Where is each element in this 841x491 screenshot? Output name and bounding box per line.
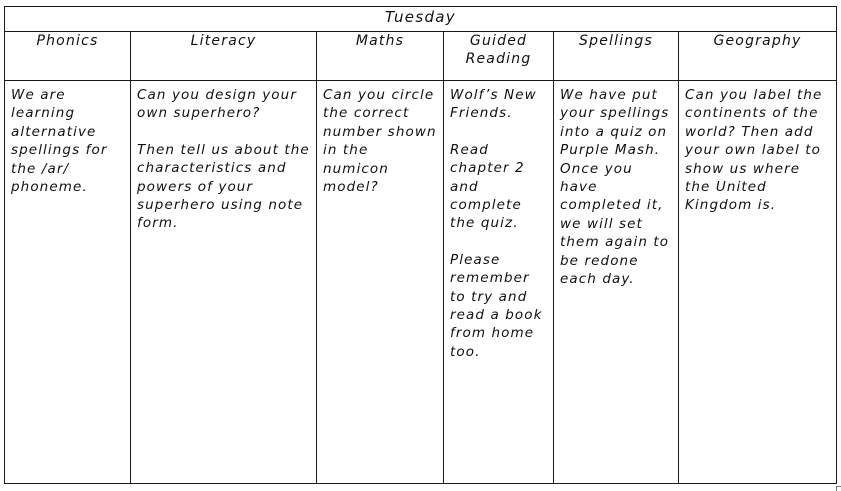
header-line: Reading bbox=[465, 51, 532, 67]
phonics-text: We are learning alternative spellings for the /ar/ phoneme. bbox=[11, 87, 108, 196]
phonics-cell bbox=[5, 81, 131, 484]
header-line: Geography bbox=[713, 33, 802, 49]
header-line: Spellings bbox=[579, 33, 653, 49]
header-phonics bbox=[5, 32, 131, 81]
guided-reading-text-1: Wolf’s New Friends. bbox=[450, 87, 537, 122]
header-line: Guided bbox=[469, 33, 528, 49]
guided-reading-text-2: Read chapter 2 and complete the quiz. bbox=[450, 141, 525, 232]
header-line: Maths bbox=[355, 33, 405, 49]
timetable bbox=[4, 6, 837, 484]
header-literacy bbox=[131, 32, 317, 81]
day-title: Tuesday bbox=[5, 7, 837, 32]
spellings-text: We have put your spellings into a quiz on Purple Mash. Once you have completed it, we will set them again to be redone each day. bbox=[560, 87, 670, 288]
title-row bbox=[5, 7, 837, 32]
guided-reading-text-3: Please remember to try and read a book from home too. bbox=[450, 251, 543, 360]
header-line: Literacy bbox=[190, 33, 257, 49]
literacy-text-1: Can you design your own superhero? bbox=[137, 87, 297, 122]
guided-reading-cell bbox=[444, 81, 554, 484]
header-line: Phonics bbox=[36, 33, 99, 49]
geography-cell bbox=[679, 81, 837, 484]
header-maths bbox=[317, 32, 444, 81]
spellings-cell bbox=[554, 81, 679, 484]
header-spellings bbox=[554, 32, 679, 81]
header-guided-reading bbox=[444, 32, 554, 81]
header-geography bbox=[679, 32, 837, 81]
geography-text: Can you label the continents of the world? Then add your own label to show us where the United Kingdom is. bbox=[685, 87, 823, 214]
literacy-cell bbox=[131, 81, 317, 484]
page-corner-mark bbox=[836, 486, 841, 491]
maths-cell bbox=[317, 81, 444, 484]
header-row bbox=[5, 32, 837, 81]
content-row bbox=[5, 81, 837, 484]
maths-text: Can you circle the correct number shown in the numicon model? bbox=[323, 87, 437, 196]
literacy-text-2: Then tell us about the characteristics and powers of your superhero using note form. bbox=[137, 141, 310, 232]
